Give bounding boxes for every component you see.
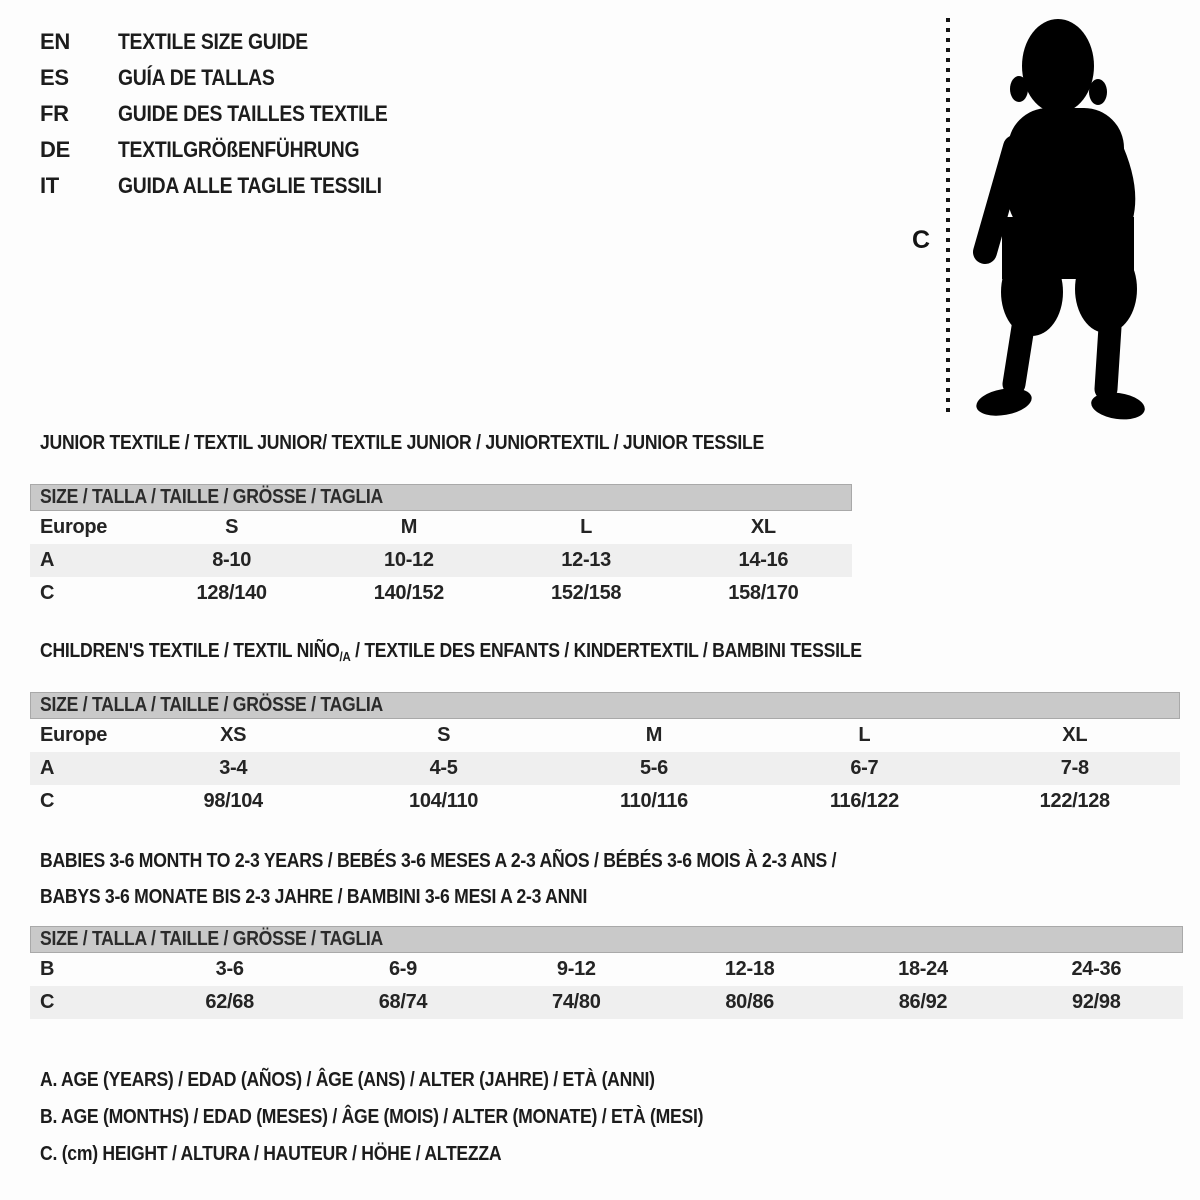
table-cell: S xyxy=(225,516,239,538)
legend-line-a xyxy=(40,1062,794,1099)
language-row xyxy=(40,24,424,60)
language-list xyxy=(40,24,424,204)
legend-text: C. (cm) HEIGHT / ALTURA / HAUTEUR / HÖHE / ALTEZZA xyxy=(40,1143,502,1165)
language-title: GUIDE DES TAILLES TEXTILE xyxy=(118,101,388,126)
babies-title-line2: BABYS 3-6 MONATE BIS 2-3 JAHRE / BAMBINI 3-6 MESI A 2-3 ANNI xyxy=(40,886,588,908)
table-cell: XL xyxy=(1062,724,1088,746)
legend-text: B. AGE (MONTHS) / EDAD (MESES) / ÂGE (MOIS) / ALTER (MONATE) / ETÀ (MESI) xyxy=(40,1106,704,1128)
legend-line-c xyxy=(40,1136,794,1173)
children-section-title xyxy=(40,640,974,663)
table-cell: 3-6 xyxy=(215,958,244,980)
language-title: TEXTILGRÖßENFÜHRUNG xyxy=(118,137,360,162)
language-title: GUÍA DE TALLAS xyxy=(118,65,275,90)
language-row xyxy=(40,132,424,168)
table-cell: 152/158 xyxy=(551,582,622,604)
table-cell: 18-24 xyxy=(898,958,948,980)
babies-title-line1: BABIES 3-6 MONTH TO 2-3 YEARS / BEBÉS 3-6 MESES A 2-3 AÑOS / BÉBÉS 3-6 MOIS À 2-3 ANS / xyxy=(40,850,837,872)
toddler-silhouette-icon xyxy=(974,19,1146,423)
legend-text: A. AGE (YEARS) / EDAD (AÑOS) / ÂGE (ANS) / ALTER (JAHRE) / ETÀ (ANNI) xyxy=(40,1069,655,1091)
children-title-part2: / TEXTILE DES ENFANTS / KINDERTEXTIL / BAMBINI TESSILE xyxy=(350,640,862,662)
language-code: FR xyxy=(40,101,69,126)
language-code: IT xyxy=(40,173,59,198)
table-cell: S xyxy=(437,724,451,746)
table-cell: 92/98 xyxy=(1072,991,1121,1013)
table-cell: 5-6 xyxy=(639,757,668,779)
size-header-label: SIZE / TALLA / TAILLE / GRÖSSE / TAGLIA xyxy=(40,928,384,950)
table-cell: 3-4 xyxy=(219,757,248,779)
babies-table xyxy=(30,926,1183,1019)
table-cell: L xyxy=(580,516,593,538)
language-code: DE xyxy=(40,137,70,162)
table-cell: 6-9 xyxy=(388,958,417,980)
table-cell: 74/80 xyxy=(552,991,601,1013)
table-cell: M xyxy=(645,724,663,746)
table-cell: 110/116 xyxy=(619,790,688,812)
language-row xyxy=(40,168,424,204)
children-size-header-bar xyxy=(30,692,1180,719)
children-section-title-text xyxy=(40,640,862,663)
junior-table xyxy=(30,484,852,610)
row-label: C xyxy=(40,790,55,812)
babies-section-title xyxy=(40,843,945,915)
babies-size-header-bar xyxy=(30,926,1183,953)
table-cell: 9-12 xyxy=(556,958,596,980)
table-cell: 122/128 xyxy=(1039,790,1110,812)
table-cell: 158/170 xyxy=(728,582,799,604)
babies-row-months xyxy=(30,953,1183,986)
language-title: TEXTILE SIZE GUIDE xyxy=(118,29,308,54)
table-cell: 24-36 xyxy=(1071,958,1122,980)
children-row-europe xyxy=(30,719,1180,752)
children-table xyxy=(30,692,1180,818)
junior-row-europe xyxy=(30,511,852,544)
language-code: EN xyxy=(40,29,70,54)
height-label: C xyxy=(912,226,931,254)
table-cell: 12-13 xyxy=(561,549,611,571)
table-cell: 116/122 xyxy=(829,790,899,812)
language-code: ES xyxy=(40,65,69,90)
row-label: C xyxy=(40,582,55,604)
babies-row-height xyxy=(30,986,1183,1019)
table-cell: 104/110 xyxy=(409,790,479,812)
legend xyxy=(40,1062,794,1173)
table-cell: 12-18 xyxy=(724,958,775,980)
language-row xyxy=(40,60,424,96)
children-title-part1: CHILDREN'S TEXTILE / TEXTIL NIÑO xyxy=(40,640,340,662)
table-cell: XS xyxy=(220,724,247,746)
table-cell: 128/140 xyxy=(196,582,267,604)
row-label: A xyxy=(40,549,55,571)
table-cell: 140/152 xyxy=(373,582,444,604)
legend-line-b xyxy=(40,1099,794,1136)
junior-row-height xyxy=(30,577,852,610)
size-header-label: SIZE / TALLA / TAILLE / GRÖSSE / TAGLIA xyxy=(40,486,384,508)
table-cell: 6-7 xyxy=(850,757,879,779)
table-cell: 62/68 xyxy=(205,991,254,1013)
row-label: Europe xyxy=(40,724,108,746)
table-cell: 68/74 xyxy=(378,991,428,1013)
row-label: B xyxy=(40,958,55,980)
children-row-age xyxy=(30,752,1180,785)
row-label: Europe xyxy=(40,516,108,538)
table-cell: XL xyxy=(750,516,776,538)
language-row xyxy=(40,96,424,132)
table-cell: 7-8 xyxy=(1060,757,1089,779)
table-cell: 4-5 xyxy=(429,757,458,779)
junior-row-age xyxy=(30,544,852,577)
table-cell: 14-16 xyxy=(738,549,789,571)
junior-size-header-bar xyxy=(30,484,852,511)
table-cell: 10-12 xyxy=(384,549,434,571)
row-label: A xyxy=(40,757,55,779)
children-row-height xyxy=(30,785,1180,818)
table-cell: M xyxy=(400,516,418,538)
children-title-sub: /A xyxy=(339,649,351,664)
size-header-label: SIZE / TALLA / TAILLE / GRÖSSE / TAGLIA xyxy=(40,694,384,716)
table-cell: 98/104 xyxy=(203,790,263,812)
language-title: GUIDA ALLE TAGLIE TESSILI xyxy=(118,173,382,198)
row-label: C xyxy=(40,991,55,1013)
junior-section-title-text: JUNIOR TEXTILE / TEXTIL JUNIOR/ TEXTILE JUNIOR / JUNIORTEXTIL / JUNIOR TESSILE xyxy=(40,432,764,454)
toddler-figure xyxy=(900,10,1200,425)
table-cell: 86/92 xyxy=(898,991,948,1013)
junior-section-title xyxy=(40,432,863,455)
table-cell: L xyxy=(858,724,871,746)
table-cell: 80/86 xyxy=(725,991,774,1013)
table-cell: 8-10 xyxy=(212,549,252,571)
